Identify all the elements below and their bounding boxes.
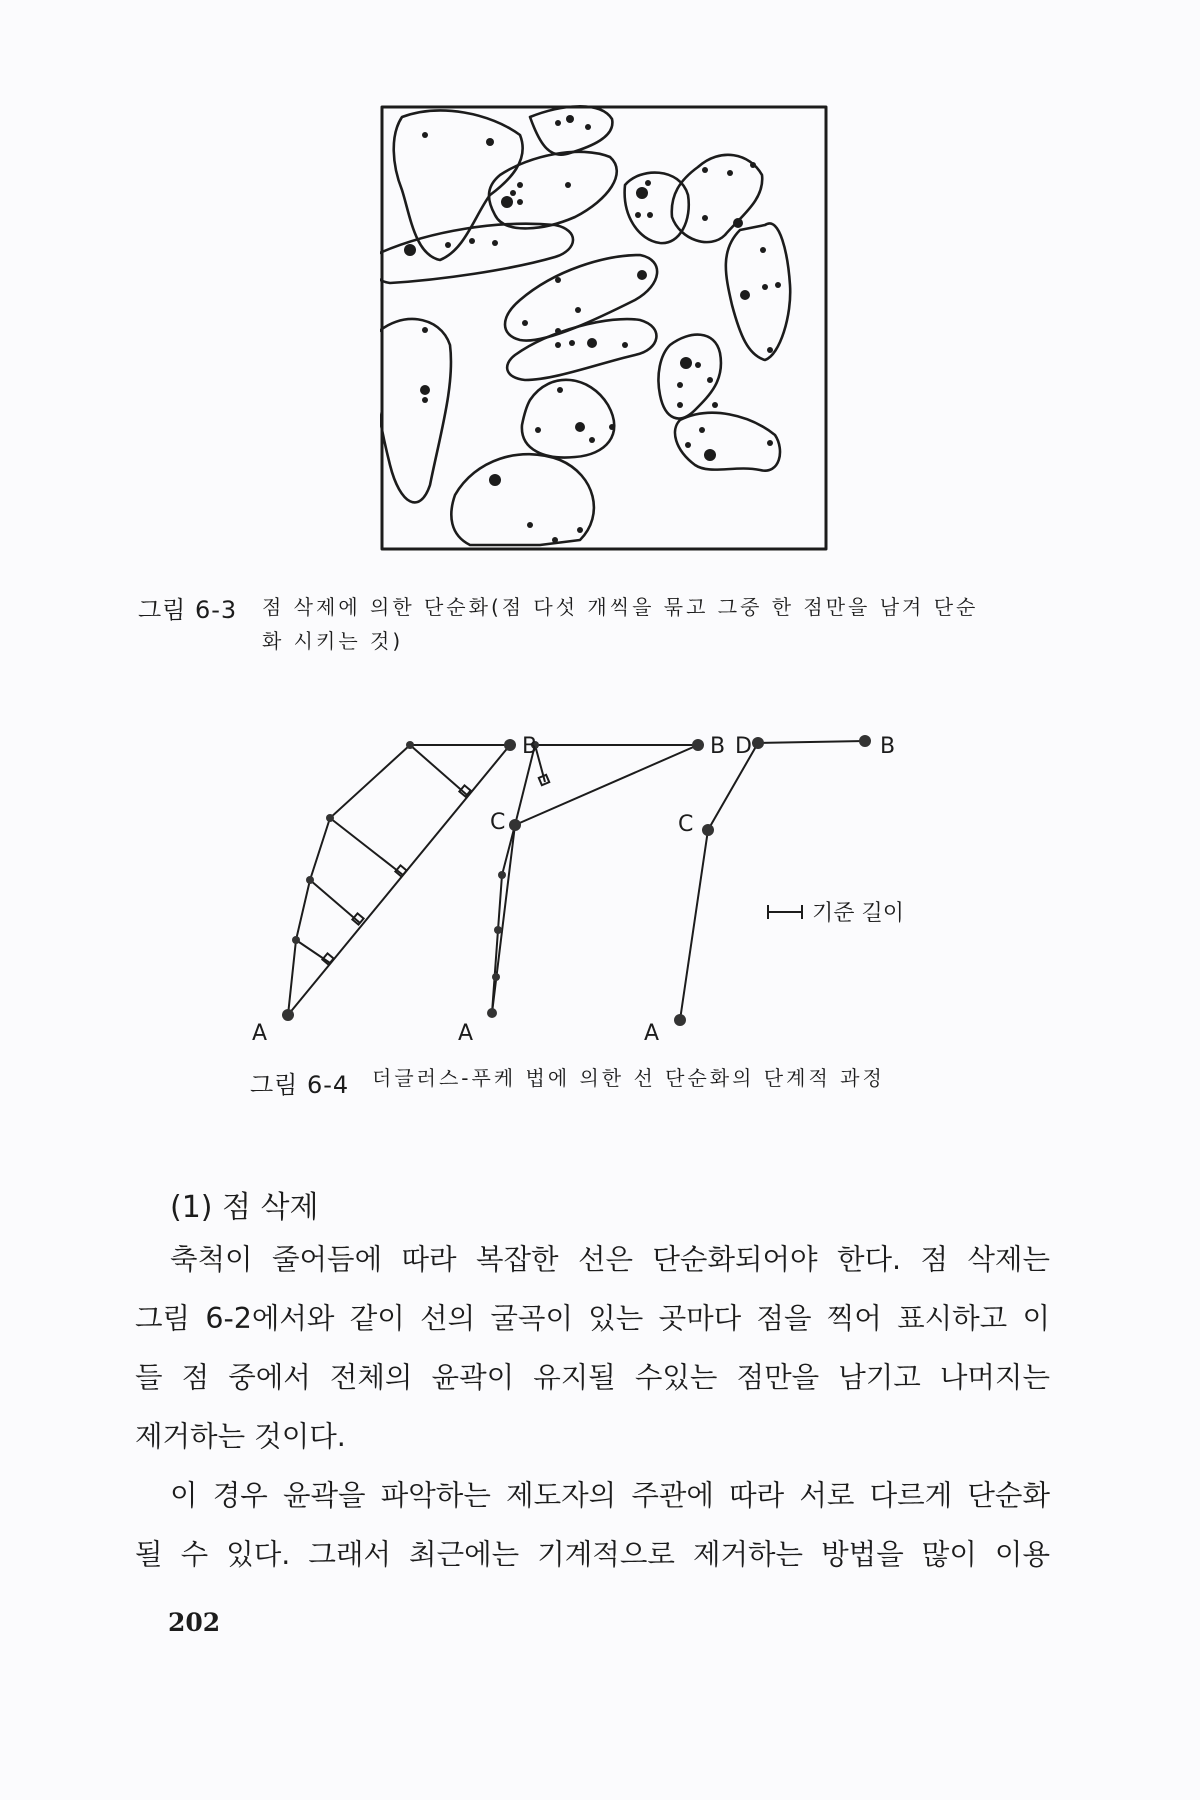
stage3-line: [680, 741, 865, 1020]
figure-frame: [382, 107, 826, 549]
point-label-b: B: [522, 734, 538, 759]
stage2-line: [492, 745, 698, 1013]
cluster-outline: [451, 454, 594, 545]
figure-6-4-caption: 더글러스-푸케 법에 의한 선 단순화의 단계적 과정: [372, 1066, 885, 1090]
figure-6-3-caption: [262, 590, 1062, 658]
body-line: 제거하는 것이다.: [135, 1420, 346, 1453]
stage1-perpendicular: [410, 745, 467, 795]
point-label-c: C: [678, 812, 694, 837]
cluster-outline: [394, 111, 523, 260]
stage1-perpendicular: [296, 940, 330, 963]
page-number: 202: [168, 1608, 221, 1637]
cluster-outline: [625, 173, 689, 244]
figure-6-3-caption-line: 점 삭제에 의한 단순화(점 다섯 개씩을 묶고 그중 한 점만을 남겨 단순: [262, 595, 979, 619]
point-label-b: B: [710, 734, 726, 759]
body-line: 될 수 있다. 그래서 최근에는 기계적으로 제거하는 방법을 많이 이용: [135, 1538, 1050, 1571]
section-heading: (1) 점 삭제: [170, 1190, 319, 1225]
cluster-outline: [522, 380, 614, 458]
body-line: 이 경우 윤곽을 파악하는 제도자의 주관에 따라 서로 다르게 단순화: [170, 1479, 1050, 1512]
point-label-b: B: [880, 734, 896, 759]
cluster-outline: [507, 319, 656, 380]
point-label-d: D: [735, 734, 752, 759]
point-label-a: A: [458, 1021, 474, 1045]
body-line: 들 점 중에서 전체의 윤곽이 유지될 수있는 점만을 남기고 나머지는: [135, 1361, 1050, 1394]
figure-6-3-caption-line: 화 시키는 것): [262, 629, 404, 653]
stage1-perpendicular: [330, 818, 403, 875]
cluster-outline: [675, 413, 780, 471]
cluster-outline: [530, 106, 612, 154]
body-line: 그림 6-2에서와 같이 선의 굴곡이 있는 곳마다 점을 찍어 표시하고 이: [135, 1302, 1050, 1335]
point-label-a: A: [252, 1021, 268, 1045]
point-label-a: A: [644, 1021, 660, 1045]
stage1-baseline: [288, 745, 510, 1015]
reference-length-label: 기준 길이: [812, 901, 905, 926]
body-line: 축척이 줄어듬에 따라 복잡한 선은 단순화되어야 한다. 점 삭제는: [170, 1243, 1050, 1276]
figure-6-4-caption-label: 그림 6-4: [250, 1071, 350, 1099]
figure-6-3-caption-label: 그림 6-3: [138, 596, 238, 624]
cluster-outline: [726, 223, 790, 360]
cluster-outline: [380, 319, 451, 502]
cluster-outline: [489, 152, 617, 229]
figure-6-3-point-clusters: [380, 105, 830, 555]
cluster-outline: [505, 255, 657, 341]
stage1-perpendicular: [310, 880, 360, 923]
cluster-outline: [658, 335, 721, 419]
point-label-c: C: [490, 810, 506, 835]
figure-6-4-douglas-peucker: [240, 715, 960, 1045]
